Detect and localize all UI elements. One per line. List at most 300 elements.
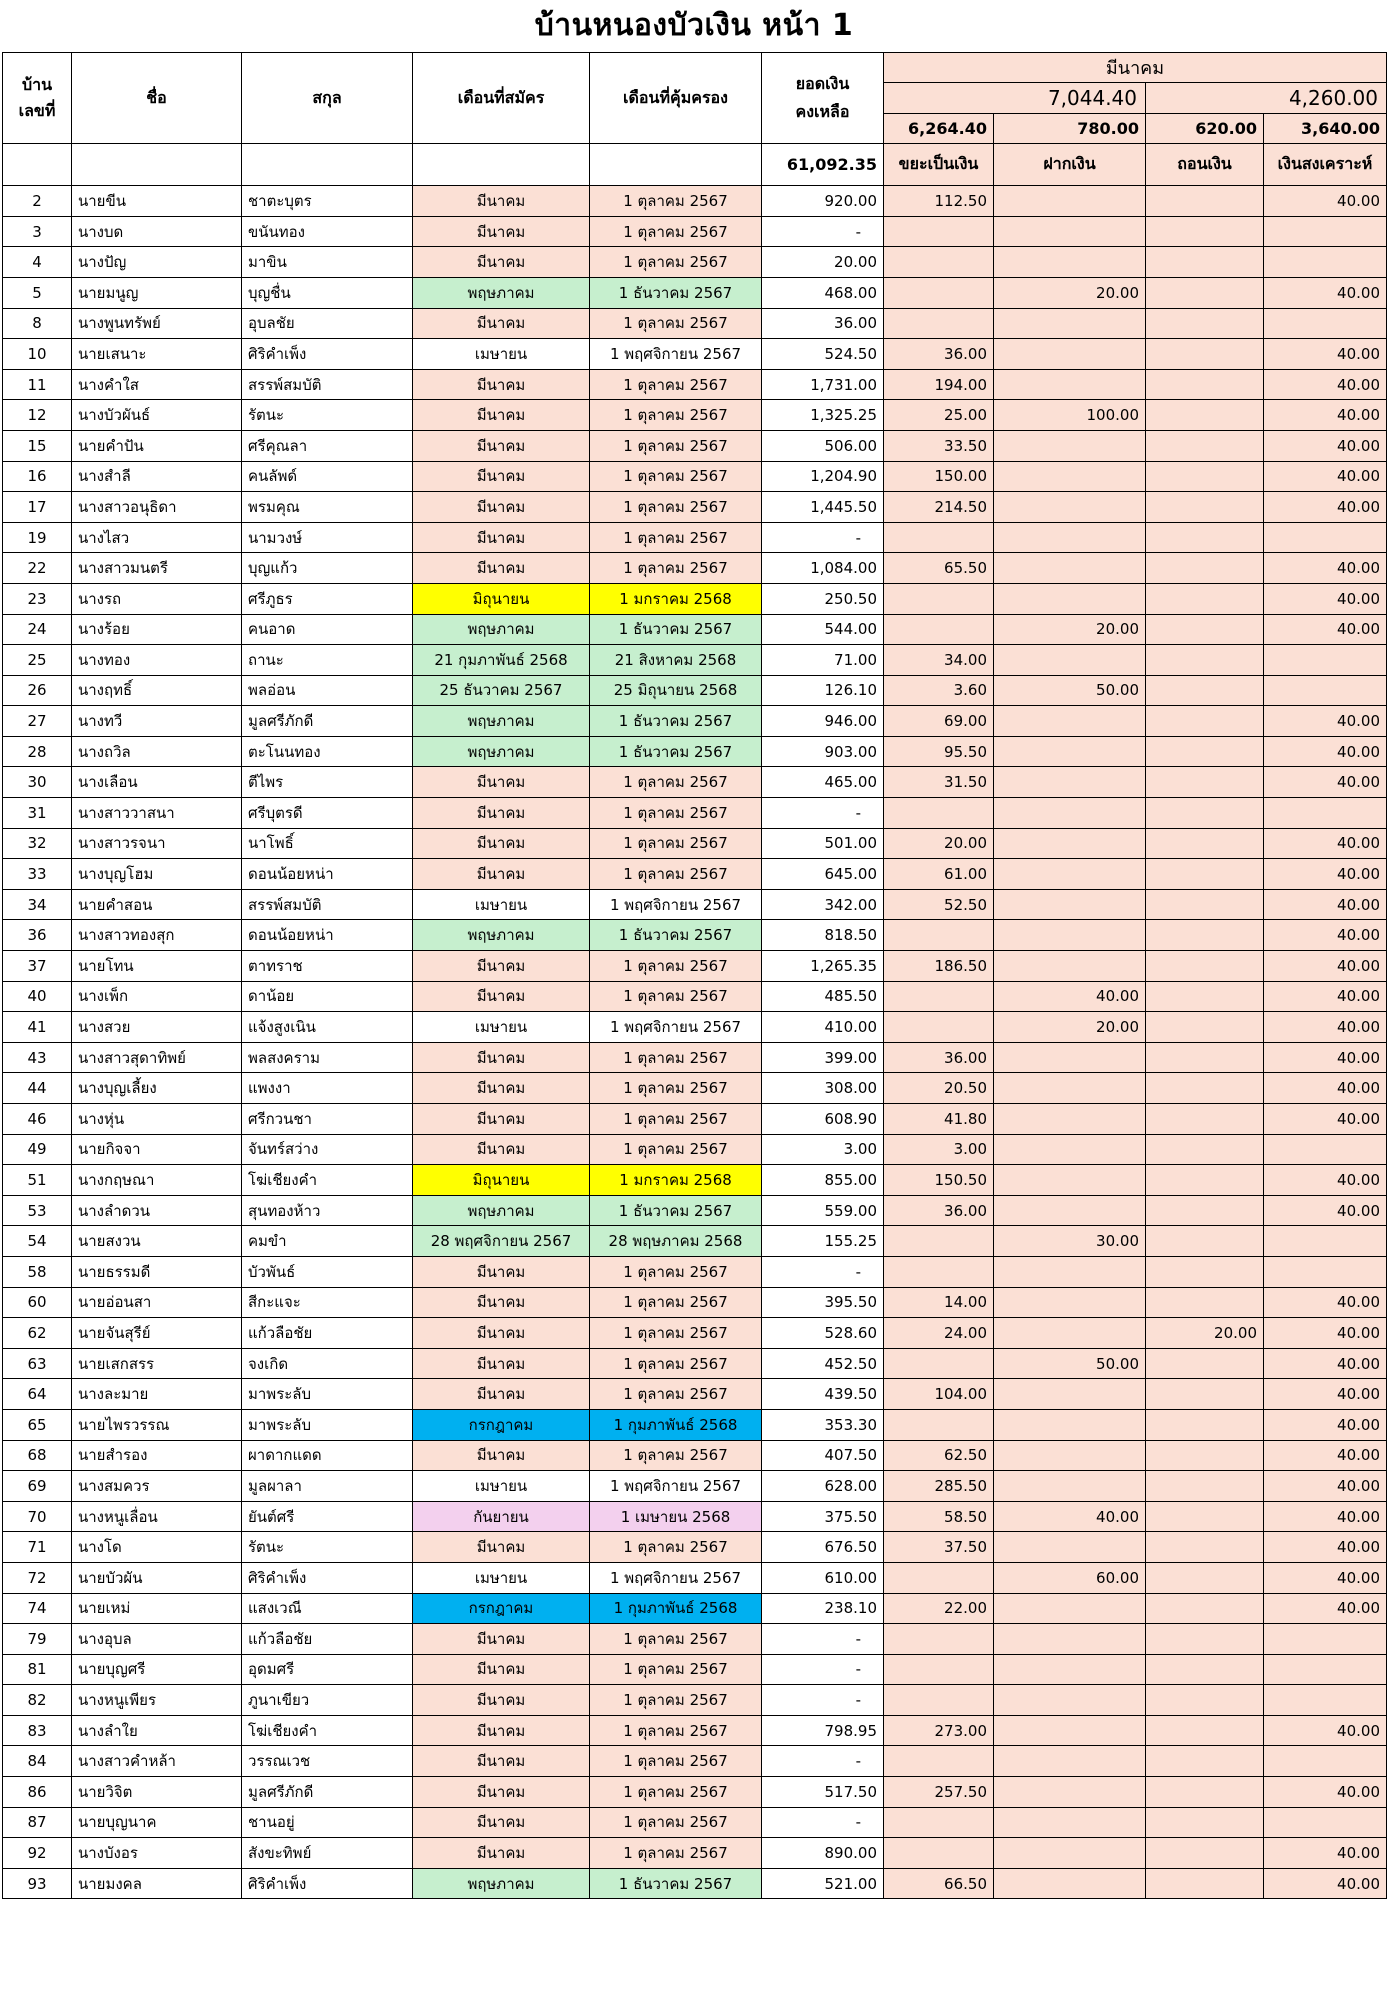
cell-withdraw xyxy=(1146,1868,1264,1899)
header-name: ชื่อ xyxy=(72,53,242,144)
cell-apply-month: มีนาคม xyxy=(413,308,590,339)
cell-surname: ศิริคำเพ็ง xyxy=(242,1868,413,1899)
cell-surname: พลอ่อน xyxy=(242,675,413,706)
cell-surname: จงเกิด xyxy=(242,1348,413,1379)
cell-apply-month: เมษายน xyxy=(413,1562,590,1593)
cell-name: นางกฤษณา xyxy=(72,1165,242,1196)
cell-balance: 238.10 xyxy=(762,1593,884,1624)
table-row xyxy=(3,1256,1387,1287)
cell-balance: 1,445.50 xyxy=(762,492,884,523)
cell-welfare: 40.00 xyxy=(1264,1073,1387,1104)
cell-balance: - xyxy=(762,1256,884,1287)
cell-apply-month: มีนาคม xyxy=(413,1440,590,1471)
cell-deposit xyxy=(994,859,1146,890)
cell-surname: นามวงษ์ xyxy=(242,522,413,553)
cell-name: นายมนูญ xyxy=(72,277,242,308)
cell-withdraw xyxy=(1146,1532,1264,1563)
cell-withdraw xyxy=(1146,1012,1264,1043)
cell-surname: ตะโนนทอง xyxy=(242,736,413,767)
cell-apply-month: มีนาคม xyxy=(413,981,590,1012)
cell-balance: 1,731.00 xyxy=(762,369,884,400)
cell-welfare xyxy=(1264,522,1387,553)
cell-apply-month: มีนาคม xyxy=(413,1287,590,1318)
cell-deposit xyxy=(994,1685,1146,1716)
cell-withdraw xyxy=(1146,1226,1264,1257)
cell-house-no: 4 xyxy=(3,247,72,278)
cell-welfare: 40.00 xyxy=(1264,920,1387,951)
cell-welfare: 40.00 xyxy=(1264,430,1387,461)
cell-apply-month: มีนาคม xyxy=(413,492,590,523)
cell-deposit xyxy=(994,492,1146,523)
cell-surname: มาพระลับ xyxy=(242,1409,413,1440)
cell-coverage-month: 1 พฤศจิกายน 2567 xyxy=(590,889,762,920)
table-row xyxy=(3,1624,1387,1655)
cell-welfare xyxy=(1264,1134,1387,1165)
cell-surname: ชาตะบุตร xyxy=(242,186,413,217)
header-subtotal-welfare: 3,640.00 xyxy=(1264,113,1387,144)
cell-deposit xyxy=(994,798,1146,829)
cell-surname: ขนันทอง xyxy=(242,216,413,247)
cell-house-no: 72 xyxy=(3,1562,72,1593)
table-row xyxy=(3,675,1387,706)
cell-garbage: 41.80 xyxy=(884,1104,994,1135)
cell-name: นายไพรวรรณ xyxy=(72,1409,242,1440)
cell-garbage xyxy=(884,277,994,308)
cell-apply-month: มีนาคม xyxy=(413,400,590,431)
cell-apply-month: มีนาคม xyxy=(413,1042,590,1073)
cell-coverage-month: 1 ตุลาคม 2567 xyxy=(590,1777,762,1808)
cell-coverage-month: 1 เมษายน 2568 xyxy=(590,1501,762,1532)
cell-surname: มาพระลับ xyxy=(242,1379,413,1410)
cell-coverage-month: 21 สิงหาคม 2568 xyxy=(590,645,762,676)
cell-withdraw xyxy=(1146,920,1264,951)
table-row xyxy=(3,247,1387,278)
cell-withdraw xyxy=(1146,798,1264,829)
cell-surname: สรรพ์สมบัติ xyxy=(242,889,413,920)
cell-coverage-month: 1 ธันวาคม 2567 xyxy=(590,920,762,951)
cell-coverage-month: 1 ตุลาคม 2567 xyxy=(590,400,762,431)
cell-balance: 544.00 xyxy=(762,614,884,645)
table-row xyxy=(3,1042,1387,1073)
cell-surname: ศิริคำเพ็ง xyxy=(242,339,413,370)
cell-coverage-month: 1 ตุลาคม 2567 xyxy=(590,951,762,982)
cell-withdraw xyxy=(1146,369,1264,400)
cell-house-no: 31 xyxy=(3,798,72,829)
cell-surname: ดอนน้อยหน่า xyxy=(242,859,413,890)
cell-garbage: 214.50 xyxy=(884,492,994,523)
cell-coverage-month: 1 ตุลาคม 2567 xyxy=(590,186,762,217)
cell-deposit: 20.00 xyxy=(994,1012,1146,1043)
cell-balance: 1,084.00 xyxy=(762,553,884,584)
cell-apply-month: 21 กุมภาพันธ์ 2568 xyxy=(413,645,590,676)
header-surname: สกุล xyxy=(242,53,413,144)
cell-surname: ดาน้อย xyxy=(242,981,413,1012)
cell-apply-month: เมษายน xyxy=(413,1471,590,1502)
cell-coverage-month: 1 ตุลาคม 2567 xyxy=(590,798,762,829)
cell-apply-month: มีนาคม xyxy=(413,186,590,217)
cell-apply-month: มีนาคม xyxy=(413,216,590,247)
cell-deposit xyxy=(994,1838,1146,1869)
cell-house-no: 84 xyxy=(3,1746,72,1777)
cell-name: นางสำลี xyxy=(72,461,242,492)
cell-balance: 608.90 xyxy=(762,1104,884,1135)
cell-balance: 395.50 xyxy=(762,1287,884,1318)
cell-coverage-month: 1 มกราคม 2568 xyxy=(590,583,762,614)
cell-deposit xyxy=(994,1440,1146,1471)
cell-garbage: 3.00 xyxy=(884,1134,994,1165)
cell-apply-month: มีนาคม xyxy=(413,767,590,798)
cell-garbage: 20.50 xyxy=(884,1073,994,1104)
cell-coverage-month: 1 ตุลาคม 2567 xyxy=(590,1348,762,1379)
cell-name: นางหนูเลื่อน xyxy=(72,1501,242,1532)
cell-garbage: 65.50 xyxy=(884,553,994,584)
cell-deposit xyxy=(994,736,1146,767)
cell-balance: 528.60 xyxy=(762,1318,884,1349)
cell-coverage-month: 1 มกราคม 2568 xyxy=(590,1165,762,1196)
cell-deposit xyxy=(994,767,1146,798)
cell-deposit xyxy=(994,1409,1146,1440)
cell-withdraw xyxy=(1146,430,1264,461)
cell-garbage: 273.00 xyxy=(884,1715,994,1746)
cell-coverage-month: 1 พฤศจิกายน 2567 xyxy=(590,1471,762,1502)
cell-surname: สรรพ์สมบัติ xyxy=(242,369,413,400)
cell-withdraw xyxy=(1146,522,1264,553)
table-row xyxy=(3,461,1387,492)
cell-apply-month: กรกฎาคม xyxy=(413,1409,590,1440)
cell-house-no: 49 xyxy=(3,1134,72,1165)
cell-coverage-month: 1 ตุลาคม 2567 xyxy=(590,981,762,1012)
table-row xyxy=(3,1348,1387,1379)
table-row xyxy=(3,645,1387,676)
cell-garbage xyxy=(884,1838,994,1869)
cell-name: นางหนูเพียร xyxy=(72,1685,242,1716)
cell-name: นางไสว xyxy=(72,522,242,553)
cell-surname: แก้วลือชัย xyxy=(242,1624,413,1655)
cell-surname: ศรีบุตรดี xyxy=(242,798,413,829)
cell-house-no: 16 xyxy=(3,461,72,492)
cell-balance: 628.00 xyxy=(762,1471,884,1502)
header-balance-total: 61,092.35 xyxy=(762,144,884,186)
header-apply-month: เดือนที่สมัคร xyxy=(413,53,590,144)
header-group-total-a: 7,044.40 xyxy=(884,83,1146,114)
cell-deposit xyxy=(994,1287,1146,1318)
cell-name: นางคำใส xyxy=(72,369,242,400)
cell-welfare: 40.00 xyxy=(1264,1838,1387,1869)
cell-house-no: 22 xyxy=(3,553,72,584)
header-subtotal-withdraw: 620.00 xyxy=(1146,113,1264,144)
cell-name: นายวิจิต xyxy=(72,1777,242,1808)
cell-withdraw xyxy=(1146,1471,1264,1502)
cell-welfare: 40.00 xyxy=(1264,1318,1387,1349)
cell-garbage xyxy=(884,981,994,1012)
table-row xyxy=(3,1838,1387,1869)
cell-house-no: 37 xyxy=(3,951,72,982)
cell-apply-month: เมษายน xyxy=(413,339,590,370)
cell-surname: โฆ่เชียงคำ xyxy=(242,1715,413,1746)
cell-apply-month: เมษายน xyxy=(413,889,590,920)
table-row xyxy=(3,706,1387,737)
cell-deposit xyxy=(994,430,1146,461)
header-group-total-b: 4,260.00 xyxy=(1146,83,1387,114)
cell-welfare: 40.00 xyxy=(1264,1379,1387,1410)
cell-withdraw xyxy=(1146,1256,1264,1287)
table-row xyxy=(3,920,1387,951)
cell-coverage-month: 1 ธันวาคม 2567 xyxy=(590,706,762,737)
cell-balance: 903.00 xyxy=(762,736,884,767)
table-row xyxy=(3,216,1387,247)
cell-welfare xyxy=(1264,1685,1387,1716)
cell-balance: - xyxy=(762,1746,884,1777)
cell-welfare xyxy=(1264,645,1387,676)
cell-withdraw xyxy=(1146,1562,1264,1593)
cell-withdraw xyxy=(1146,247,1264,278)
cell-withdraw xyxy=(1146,1838,1264,1869)
cell-surname: มาขิน xyxy=(242,247,413,278)
table-row xyxy=(3,1501,1387,1532)
cell-coverage-month: 1 ตุลาคม 2567 xyxy=(590,216,762,247)
cell-welfare xyxy=(1264,1624,1387,1655)
cell-withdraw xyxy=(1146,1379,1264,1410)
cell-name: นายสำรอง xyxy=(72,1440,242,1471)
cell-coverage-month: 1 ตุลาคม 2567 xyxy=(590,767,762,798)
cell-apply-month: มีนาคม xyxy=(413,859,590,890)
table-row xyxy=(3,1715,1387,1746)
cell-withdraw xyxy=(1146,1165,1264,1196)
cell-house-no: 60 xyxy=(3,1287,72,1318)
cell-name: นางรถ xyxy=(72,583,242,614)
cell-welfare: 40.00 xyxy=(1264,614,1387,645)
cell-house-no: 71 xyxy=(3,1532,72,1563)
header-spacer xyxy=(3,144,72,186)
cell-house-no: 26 xyxy=(3,675,72,706)
cell-balance: 798.95 xyxy=(762,1715,884,1746)
cell-welfare: 40.00 xyxy=(1264,553,1387,584)
cell-garbage xyxy=(884,1807,994,1838)
cell-coverage-month: 1 ตุลาคม 2567 xyxy=(590,1134,762,1165)
cell-surname: อุบลชัย xyxy=(242,308,413,339)
cell-withdraw xyxy=(1146,1134,1264,1165)
cell-garbage xyxy=(884,614,994,645)
cell-welfare: 40.00 xyxy=(1264,1440,1387,1471)
cell-apply-month: มีนาคม xyxy=(413,247,590,278)
cell-name: นางลำใย xyxy=(72,1715,242,1746)
cell-apply-month: มีนาคม xyxy=(413,1348,590,1379)
cell-garbage: 61.00 xyxy=(884,859,994,890)
cell-surname: คนลัพด์ xyxy=(242,461,413,492)
cell-name: นางถวิล xyxy=(72,736,242,767)
cell-coverage-month: 28 พฤษภาคม 2568 xyxy=(590,1226,762,1257)
cell-name: นางสาวสุดาทิพย์ xyxy=(72,1042,242,1073)
cell-surname: แก้วลือชัย xyxy=(242,1318,413,1349)
cell-name: นายเสนาะ xyxy=(72,339,242,370)
cell-withdraw xyxy=(1146,277,1264,308)
cell-welfare xyxy=(1264,1654,1387,1685)
cell-apply-month: มีนาคม xyxy=(413,1838,590,1869)
cell-name: นายบุญนาค xyxy=(72,1807,242,1838)
cell-withdraw xyxy=(1146,1195,1264,1226)
cell-coverage-month: 1 ตุลาคม 2567 xyxy=(590,522,762,553)
cell-garbage: 22.00 xyxy=(884,1593,994,1624)
cell-withdraw xyxy=(1146,308,1264,339)
cell-balance: 452.50 xyxy=(762,1348,884,1379)
table-row xyxy=(3,1012,1387,1043)
cell-coverage-month: 1 ตุลาคม 2567 xyxy=(590,1440,762,1471)
cell-surname: สีกะแจะ xyxy=(242,1287,413,1318)
cell-deposit xyxy=(994,1593,1146,1624)
table-row xyxy=(3,1685,1387,1716)
cell-apply-month: มีนาคม xyxy=(413,1807,590,1838)
cell-apply-month: มีนาคม xyxy=(413,1746,590,1777)
cell-balance: 920.00 xyxy=(762,186,884,217)
cell-balance: - xyxy=(762,1685,884,1716)
cell-house-no: 63 xyxy=(3,1348,72,1379)
cell-surname: ชานอยู่ xyxy=(242,1807,413,1838)
cell-house-no: 65 xyxy=(3,1409,72,1440)
cell-coverage-month: 1 ตุลาคม 2567 xyxy=(590,1715,762,1746)
cell-garbage xyxy=(884,1409,994,1440)
cell-garbage: 14.00 xyxy=(884,1287,994,1318)
header-balance: ยอดเงิน คงเหลือ xyxy=(762,53,884,144)
cell-balance: 71.00 xyxy=(762,645,884,676)
table-row xyxy=(3,1532,1387,1563)
cell-deposit: 40.00 xyxy=(994,981,1146,1012)
cell-welfare: 40.00 xyxy=(1264,1562,1387,1593)
cell-name: นางสาวทองสุก xyxy=(72,920,242,951)
table-row xyxy=(3,981,1387,1012)
cell-coverage-month: 1 ตุลาคม 2567 xyxy=(590,1838,762,1869)
cell-withdraw xyxy=(1146,553,1264,584)
cell-deposit: 50.00 xyxy=(994,675,1146,706)
cell-apply-month: มีนาคม xyxy=(413,1318,590,1349)
cell-garbage xyxy=(884,920,994,951)
cell-deposit xyxy=(994,706,1146,737)
cell-house-no: 86 xyxy=(3,1777,72,1808)
cell-balance: 506.00 xyxy=(762,430,884,461)
cell-house-no: 46 xyxy=(3,1104,72,1135)
cell-coverage-month: 25 มิถุนายน 2568 xyxy=(590,675,762,706)
table-row xyxy=(3,1471,1387,1502)
cell-garbage: 112.50 xyxy=(884,186,994,217)
cell-name: นายโทน xyxy=(72,951,242,982)
cell-coverage-month: 1 ตุลาคม 2567 xyxy=(590,1287,762,1318)
cell-welfare: 40.00 xyxy=(1264,1471,1387,1502)
cell-balance: - xyxy=(762,522,884,553)
cell-balance: 485.50 xyxy=(762,981,884,1012)
cell-house-no: 25 xyxy=(3,645,72,676)
cell-garbage: 186.50 xyxy=(884,951,994,982)
cell-name: นางละมาย xyxy=(72,1379,242,1410)
cell-balance: 1,325.25 xyxy=(762,400,884,431)
cell-house-no: 30 xyxy=(3,767,72,798)
cell-coverage-month: 1 ตุลาคม 2567 xyxy=(590,553,762,584)
header-subtotal-deposit: 780.00 xyxy=(994,113,1146,144)
cell-welfare: 40.00 xyxy=(1264,1501,1387,1532)
cell-garbage: 66.50 xyxy=(884,1868,994,1899)
table-row xyxy=(3,1654,1387,1685)
cell-name: นายกิจจา xyxy=(72,1134,242,1165)
cell-garbage: 58.50 xyxy=(884,1501,994,1532)
cell-garbage: 69.00 xyxy=(884,706,994,737)
cell-surname: ศรีคุณลา xyxy=(242,430,413,461)
cell-garbage xyxy=(884,1624,994,1655)
cell-welfare: 40.00 xyxy=(1264,1409,1387,1440)
cell-balance: 439.50 xyxy=(762,1379,884,1410)
cell-name: นายอ่อนสา xyxy=(72,1287,242,1318)
cell-coverage-month: 1 ตุลาคม 2567 xyxy=(590,492,762,523)
cell-garbage xyxy=(884,1685,994,1716)
table-row xyxy=(3,1807,1387,1838)
cell-welfare: 40.00 xyxy=(1264,1777,1387,1808)
cell-garbage: 3.60 xyxy=(884,675,994,706)
cell-apply-month: มีนาคม xyxy=(413,461,590,492)
table-row xyxy=(3,614,1387,645)
table-row xyxy=(3,1746,1387,1777)
cell-withdraw xyxy=(1146,981,1264,1012)
cell-coverage-month: 1 ธันวาคม 2567 xyxy=(590,614,762,645)
cell-surname: ตีไพร xyxy=(242,767,413,798)
cell-apply-month: มีนาคม xyxy=(413,1777,590,1808)
cell-withdraw xyxy=(1146,889,1264,920)
cell-deposit xyxy=(994,583,1146,614)
cell-deposit xyxy=(994,1471,1146,1502)
cell-house-no: 68 xyxy=(3,1440,72,1471)
cell-surname: แจ้งสูงเนิน xyxy=(242,1012,413,1043)
cell-surname: ผาดากแดด xyxy=(242,1440,413,1471)
header-col-deposit: ฝากเงิน xyxy=(994,144,1146,186)
cell-welfare: 40.00 xyxy=(1264,1195,1387,1226)
cell-welfare: 40.00 xyxy=(1264,1868,1387,1899)
cell-balance: 517.50 xyxy=(762,1777,884,1808)
cell-surname: รัตนะ xyxy=(242,1532,413,1563)
table-row xyxy=(3,186,1387,217)
cell-house-no: 8 xyxy=(3,308,72,339)
cell-name: นางโด xyxy=(72,1532,242,1563)
cell-apply-month: มิถุนายน xyxy=(413,1165,590,1196)
cell-garbage: 257.50 xyxy=(884,1777,994,1808)
cell-house-no: 79 xyxy=(3,1624,72,1655)
cell-deposit xyxy=(994,1256,1146,1287)
cell-name: นายคำปัน xyxy=(72,430,242,461)
cell-balance: 1,204.90 xyxy=(762,461,884,492)
cell-name: นางพูนทรัพย์ xyxy=(72,308,242,339)
cell-name: นายบัวผัน xyxy=(72,1562,242,1593)
cell-welfare: 40.00 xyxy=(1264,736,1387,767)
cell-deposit xyxy=(994,308,1146,339)
cell-deposit xyxy=(994,1318,1146,1349)
cell-welfare xyxy=(1264,247,1387,278)
cell-deposit xyxy=(994,889,1146,920)
cell-withdraw xyxy=(1146,1501,1264,1532)
cell-coverage-month: 1 ตุลาคม 2567 xyxy=(590,1073,762,1104)
cell-house-no: 40 xyxy=(3,981,72,1012)
cell-balance: 20.00 xyxy=(762,247,884,278)
cell-deposit xyxy=(994,461,1146,492)
header-spacer xyxy=(72,144,242,186)
header-col-withdraw: ถอนเงิน xyxy=(1146,144,1264,186)
table-row xyxy=(3,1409,1387,1440)
cell-withdraw xyxy=(1146,1409,1264,1440)
cell-apply-month: พฤษภาคม xyxy=(413,1195,590,1226)
cell-welfare: 40.00 xyxy=(1264,369,1387,400)
cell-house-no: 44 xyxy=(3,1073,72,1104)
cell-garbage xyxy=(884,798,994,829)
table-row xyxy=(3,522,1387,553)
cell-garbage xyxy=(884,1256,994,1287)
cell-coverage-month: 1 ตุลาคม 2567 xyxy=(590,1318,762,1349)
table-row xyxy=(3,1134,1387,1165)
cell-apply-month: พฤษภาคม xyxy=(413,736,590,767)
cell-surname: แสงเวณี xyxy=(242,1593,413,1624)
